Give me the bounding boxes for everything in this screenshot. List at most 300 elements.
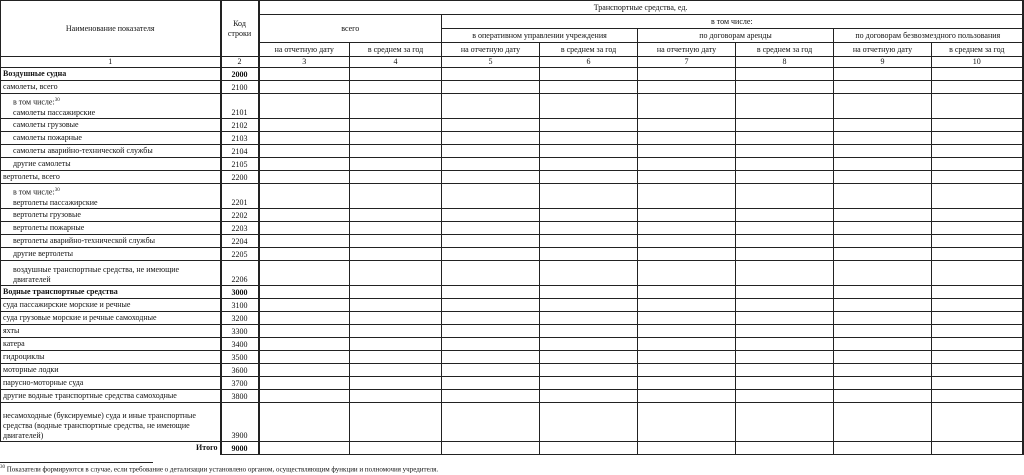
- value-cell[interactable]: [540, 184, 638, 209]
- value-cell[interactable]: [932, 286, 1023, 299]
- value-cell[interactable]: [442, 94, 540, 119]
- header-avg-year: в среднем за год: [540, 43, 638, 57]
- value-cell[interactable]: [442, 171, 540, 184]
- table-row: [1, 364, 1023, 377]
- value-cell[interactable]: [350, 209, 442, 222]
- row-code: 3700: [221, 377, 259, 390]
- table-row: [1, 94, 1023, 119]
- row-code: 2104: [221, 145, 259, 158]
- header-at-date: на отчетную дату: [259, 43, 350, 57]
- footnote: [0, 465, 438, 473]
- row-code: 2200: [221, 171, 259, 184]
- table-row: [1, 132, 1023, 145]
- value-cell[interactable]: [736, 442, 834, 455]
- value-cell[interactable]: [638, 209, 736, 222]
- value-cell[interactable]: [932, 81, 1023, 94]
- footnote-ref: 30: [54, 188, 60, 194]
- row-label: другие самолеты: [1, 158, 221, 171]
- value-cell[interactable]: [834, 442, 932, 455]
- value-cell[interactable]: [638, 68, 736, 81]
- table-row: [1, 351, 1023, 364]
- value-cell[interactable]: [259, 325, 350, 338]
- value-cell[interactable]: [350, 171, 442, 184]
- value-cell[interactable]: [442, 132, 540, 145]
- value-cell[interactable]: [638, 299, 736, 312]
- footnote-divider: [0, 462, 153, 463]
- row-label-line: двигателей: [13, 275, 51, 284]
- value-cell[interactable]: [736, 209, 834, 222]
- value-cell[interactable]: [259, 351, 350, 364]
- value-cell[interactable]: [259, 145, 350, 158]
- value-cell[interactable]: [932, 132, 1023, 145]
- value-cell[interactable]: [736, 68, 834, 81]
- value-cell[interactable]: [350, 235, 442, 248]
- value-cell[interactable]: [932, 390, 1023, 403]
- value-cell[interactable]: [932, 68, 1023, 81]
- value-cell[interactable]: [442, 119, 540, 132]
- col-number: 3: [259, 57, 350, 68]
- value-cell[interactable]: [736, 158, 834, 171]
- value-cell[interactable]: [442, 261, 540, 286]
- row-label: самолеты аварийно-технической службы: [1, 145, 221, 158]
- value-cell[interactable]: [259, 158, 350, 171]
- value-cell[interactable]: [834, 248, 932, 261]
- value-cell[interactable]: [834, 390, 932, 403]
- value-cell[interactable]: [638, 261, 736, 286]
- value-cell[interactable]: [442, 81, 540, 94]
- value-cell[interactable]: [350, 119, 442, 132]
- value-cell[interactable]: [350, 158, 442, 171]
- value-cell[interactable]: [259, 364, 350, 377]
- value-cell[interactable]: [350, 299, 442, 312]
- table-row: [1, 248, 1023, 261]
- value-cell[interactable]: [259, 184, 350, 209]
- value-cell[interactable]: [736, 184, 834, 209]
- value-cell[interactable]: [259, 338, 350, 351]
- table-row: [1, 299, 1023, 312]
- value-cell[interactable]: [932, 248, 1023, 261]
- value-cell[interactable]: [540, 81, 638, 94]
- value-cell[interactable]: [736, 403, 834, 442]
- value-cell[interactable]: [736, 261, 834, 286]
- value-cell[interactable]: [540, 248, 638, 261]
- table-row: [1, 390, 1023, 403]
- row-code: 2204: [221, 235, 259, 248]
- value-cell[interactable]: [350, 403, 442, 442]
- value-cell[interactable]: [259, 261, 350, 286]
- row-label: другие вертолеты: [1, 248, 221, 261]
- including-label: в том числе:: [13, 188, 55, 197]
- value-cell[interactable]: [350, 390, 442, 403]
- value-cell[interactable]: [442, 68, 540, 81]
- row-label: вертолеты грузовые: [1, 209, 221, 222]
- header-row-code: Код строки: [221, 1, 259, 57]
- value-cell[interactable]: [736, 286, 834, 299]
- value-cell[interactable]: [540, 145, 638, 158]
- value-cell[interactable]: [932, 325, 1023, 338]
- value-cell[interactable]: [736, 351, 834, 364]
- value-cell[interactable]: [932, 235, 1023, 248]
- value-cell[interactable]: [834, 222, 932, 235]
- header-lease: по договорам аренды: [638, 29, 834, 43]
- value-cell[interactable]: [540, 390, 638, 403]
- value-cell[interactable]: [736, 132, 834, 145]
- value-cell[interactable]: [736, 145, 834, 158]
- value-cell[interactable]: [834, 364, 932, 377]
- value-cell[interactable]: [350, 351, 442, 364]
- value-cell[interactable]: [932, 403, 1023, 442]
- row-label-line: несамоходные (буксируемые) суда и иные транспортные: [3, 411, 196, 420]
- col-number: 5: [442, 57, 540, 68]
- value-cell[interactable]: [834, 132, 932, 145]
- row-label: моторные лодки: [1, 364, 221, 377]
- value-cell[interactable]: [540, 158, 638, 171]
- value-cell[interactable]: [259, 119, 350, 132]
- table-row: [1, 377, 1023, 390]
- value-cell[interactable]: [834, 312, 932, 325]
- value-cell[interactable]: [638, 119, 736, 132]
- value-cell[interactable]: [932, 222, 1023, 235]
- value-cell[interactable]: [259, 286, 350, 299]
- value-cell[interactable]: [350, 325, 442, 338]
- value-cell[interactable]: [540, 119, 638, 132]
- value-cell[interactable]: [540, 299, 638, 312]
- value-cell[interactable]: [540, 132, 638, 145]
- row-label-text: самолеты пассажирские: [13, 108, 96, 117]
- header-at-date: на отчетную дату: [442, 43, 540, 57]
- row-label: самолеты, всего: [1, 81, 221, 94]
- value-cell[interactable]: [540, 261, 638, 286]
- value-cell[interactable]: [350, 312, 442, 325]
- value-cell[interactable]: [259, 68, 350, 81]
- value-cell[interactable]: [442, 235, 540, 248]
- footnote-mark: 30: [0, 465, 5, 470]
- value-cell[interactable]: [834, 338, 932, 351]
- row-code: 3300: [221, 325, 259, 338]
- value-cell[interactable]: [442, 390, 540, 403]
- value-cell[interactable]: [834, 81, 932, 94]
- value-cell[interactable]: [736, 377, 834, 390]
- row-label-line: двигателей): [3, 431, 44, 440]
- col-number: 1: [1, 57, 221, 68]
- value-cell[interactable]: [638, 184, 736, 209]
- value-cell[interactable]: [834, 209, 932, 222]
- footnote-ref: 30: [54, 98, 60, 104]
- value-cell[interactable]: [736, 119, 834, 132]
- row-code: 2000: [221, 68, 259, 81]
- row-code: 3000: [221, 286, 259, 299]
- value-cell[interactable]: [350, 184, 442, 209]
- table-row: [1, 171, 1023, 184]
- value-cell[interactable]: [350, 286, 442, 299]
- value-cell[interactable]: [932, 145, 1023, 158]
- row-code: 3100: [221, 299, 259, 312]
- value-cell[interactable]: [638, 325, 736, 338]
- value-cell[interactable]: [638, 235, 736, 248]
- table-row: [1, 261, 1023, 286]
- value-cell[interactable]: [736, 299, 834, 312]
- value-cell[interactable]: [259, 171, 350, 184]
- value-cell[interactable]: [834, 377, 932, 390]
- value-cell[interactable]: [540, 235, 638, 248]
- value-cell[interactable]: [350, 364, 442, 377]
- row-code: 3600: [221, 364, 259, 377]
- value-cell[interactable]: [442, 364, 540, 377]
- table-row: [1, 235, 1023, 248]
- row-label: вертолеты, всего: [1, 171, 221, 184]
- value-cell[interactable]: [834, 68, 932, 81]
- value-cell[interactable]: [932, 209, 1023, 222]
- value-cell[interactable]: [834, 403, 932, 442]
- row-label: [1, 403, 221, 442]
- row-label: вертолеты пожарные: [1, 222, 221, 235]
- value-cell[interactable]: [350, 442, 442, 455]
- value-cell[interactable]: [834, 184, 932, 209]
- value-cell[interactable]: [638, 403, 736, 442]
- value-cell[interactable]: [638, 171, 736, 184]
- value-cell[interactable]: [638, 442, 736, 455]
- value-cell[interactable]: [932, 94, 1023, 119]
- value-cell[interactable]: [834, 145, 932, 158]
- value-cell[interactable]: [638, 364, 736, 377]
- total-label: Итого: [1, 442, 221, 455]
- value-cell[interactable]: [834, 171, 932, 184]
- row-code: 3500: [221, 351, 259, 364]
- value-cell[interactable]: [540, 403, 638, 442]
- value-cell[interactable]: [442, 286, 540, 299]
- table-row: [1, 286, 1023, 299]
- table-row: [1, 119, 1023, 132]
- value-cell[interactable]: [638, 222, 736, 235]
- col-number: 6: [540, 57, 638, 68]
- value-cell[interactable]: [638, 145, 736, 158]
- value-cell[interactable]: [259, 248, 350, 261]
- footnote-text: Показатели формируются в случае, если требование о детализации установлено органом, осуществляющим функции и полномочия учредителя.: [6, 465, 439, 474]
- value-cell[interactable]: [932, 351, 1023, 364]
- value-cell[interactable]: [736, 312, 834, 325]
- value-cell[interactable]: [350, 94, 442, 119]
- value-cell[interactable]: [736, 390, 834, 403]
- value-cell[interactable]: [259, 81, 350, 94]
- value-cell[interactable]: [736, 222, 834, 235]
- row-label: Водные транспортные средства: [1, 286, 221, 299]
- value-cell[interactable]: [540, 209, 638, 222]
- row-label: суда грузовые морские и речные самоходные: [1, 312, 221, 325]
- value-cell[interactable]: [259, 377, 350, 390]
- value-cell[interactable]: [834, 94, 932, 119]
- value-cell[interactable]: [540, 171, 638, 184]
- value-cell[interactable]: [350, 261, 442, 286]
- value-cell[interactable]: [259, 222, 350, 235]
- value-cell[interactable]: [442, 222, 540, 235]
- value-cell[interactable]: [736, 94, 834, 119]
- value-cell[interactable]: [638, 94, 736, 119]
- table-row: [1, 338, 1023, 351]
- row-code: 3200: [221, 312, 259, 325]
- row-code: 2201: [221, 184, 259, 209]
- value-cell[interactable]: [540, 286, 638, 299]
- value-cell[interactable]: [540, 442, 638, 455]
- value-cell[interactable]: [834, 158, 932, 171]
- value-cell[interactable]: [350, 377, 442, 390]
- col-number: 7: [638, 57, 736, 68]
- row-code: 2202: [221, 209, 259, 222]
- value-cell[interactable]: [540, 351, 638, 364]
- value-cell[interactable]: [442, 184, 540, 209]
- value-cell[interactable]: [540, 377, 638, 390]
- row-label: самолеты пожарные: [1, 132, 221, 145]
- table-row: [1, 325, 1023, 338]
- row-code: 3400: [221, 338, 259, 351]
- row-label: [1, 184, 221, 209]
- value-cell[interactable]: [638, 377, 736, 390]
- value-cell[interactable]: [932, 299, 1023, 312]
- total-row: [1, 442, 1023, 455]
- value-cell[interactable]: [736, 338, 834, 351]
- value-cell[interactable]: [932, 158, 1023, 171]
- header-avg-year: в среднем за год: [932, 43, 1023, 57]
- value-cell[interactable]: [932, 442, 1023, 455]
- value-cell[interactable]: [638, 248, 736, 261]
- value-cell[interactable]: [638, 351, 736, 364]
- value-cell[interactable]: [540, 68, 638, 81]
- header-indicator-name: Наименование показателя: [1, 1, 221, 57]
- value-cell[interactable]: [540, 94, 638, 119]
- value-cell[interactable]: [442, 158, 540, 171]
- row-code: 3800: [221, 390, 259, 403]
- value-cell[interactable]: [350, 338, 442, 351]
- row-label: суда пассажирские морские и речные: [1, 299, 221, 312]
- value-cell[interactable]: [540, 338, 638, 351]
- header-avg-year: в среднем за год: [736, 43, 834, 57]
- value-cell[interactable]: [736, 171, 834, 184]
- value-cell[interactable]: [350, 222, 442, 235]
- value-cell[interactable]: [736, 235, 834, 248]
- value-cell[interactable]: [259, 209, 350, 222]
- header-avg-year: в среднем за год: [350, 43, 442, 57]
- value-cell[interactable]: [350, 248, 442, 261]
- value-cell[interactable]: [259, 299, 350, 312]
- col-number: 2: [221, 57, 259, 68]
- value-cell[interactable]: [932, 338, 1023, 351]
- col-number: 4: [350, 57, 442, 68]
- row-code: 2101: [221, 94, 259, 119]
- value-cell[interactable]: [259, 403, 350, 442]
- row-code: 2102: [221, 119, 259, 132]
- value-cell[interactable]: [259, 235, 350, 248]
- value-cell[interactable]: [259, 94, 350, 119]
- value-cell[interactable]: [350, 145, 442, 158]
- row-label: самолеты грузовые: [1, 119, 221, 132]
- value-cell[interactable]: [442, 377, 540, 390]
- header-at-date: на отчетную дату: [834, 43, 932, 57]
- value-cell[interactable]: [932, 119, 1023, 132]
- value-cell[interactable]: [736, 81, 834, 94]
- value-cell[interactable]: [442, 338, 540, 351]
- value-cell[interactable]: [932, 171, 1023, 184]
- value-cell[interactable]: [350, 132, 442, 145]
- value-cell[interactable]: [442, 403, 540, 442]
- header-operational-mgmt: в оперативном управлении учреждения: [442, 29, 638, 43]
- value-cell[interactable]: [540, 222, 638, 235]
- value-cell[interactable]: [932, 364, 1023, 377]
- table-row: [1, 209, 1023, 222]
- value-cell[interactable]: [259, 312, 350, 325]
- header-including: в том числе:: [442, 15, 1023, 29]
- value-cell[interactable]: [638, 286, 736, 299]
- value-cell[interactable]: [736, 248, 834, 261]
- value-cell[interactable]: [442, 299, 540, 312]
- value-cell[interactable]: [638, 158, 736, 171]
- value-cell[interactable]: [834, 299, 932, 312]
- value-cell[interactable]: [442, 145, 540, 158]
- value-cell[interactable]: [259, 132, 350, 145]
- value-cell[interactable]: [932, 184, 1023, 209]
- value-cell[interactable]: [259, 390, 350, 403]
- value-cell[interactable]: [442, 351, 540, 364]
- value-cell[interactable]: [540, 364, 638, 377]
- row-code: 2105: [221, 158, 259, 171]
- value-cell[interactable]: [442, 325, 540, 338]
- table-row: [1, 222, 1023, 235]
- value-cell[interactable]: [638, 338, 736, 351]
- value-cell[interactable]: [540, 312, 638, 325]
- row-code: 3900: [221, 403, 259, 442]
- header-at-date: на отчетную дату: [638, 43, 736, 57]
- row-label: парусно-моторные суда: [1, 377, 221, 390]
- row-code: 2103: [221, 132, 259, 145]
- header-transport-group: Транспортные средства, ед.: [259, 1, 1023, 15]
- value-cell[interactable]: [540, 325, 638, 338]
- value-cell[interactable]: [932, 261, 1023, 286]
- value-cell[interactable]: [442, 209, 540, 222]
- value-cell[interactable]: [638, 132, 736, 145]
- value-cell[interactable]: [834, 261, 932, 286]
- table-row: [1, 68, 1023, 81]
- value-cell[interactable]: [736, 325, 834, 338]
- value-cell[interactable]: [932, 377, 1023, 390]
- row-label: яхты: [1, 325, 221, 338]
- value-cell[interactable]: [834, 235, 932, 248]
- value-cell[interactable]: [638, 312, 736, 325]
- value-cell[interactable]: [638, 390, 736, 403]
- value-cell[interactable]: [259, 442, 350, 455]
- value-cell[interactable]: [350, 81, 442, 94]
- value-cell[interactable]: [442, 442, 540, 455]
- value-cell[interactable]: [442, 312, 540, 325]
- table-row: [1, 158, 1023, 171]
- table-row: [1, 145, 1023, 158]
- value-cell[interactable]: [834, 119, 932, 132]
- row-code: 2206: [221, 261, 259, 286]
- value-cell[interactable]: [834, 351, 932, 364]
- value-cell[interactable]: [442, 248, 540, 261]
- value-cell[interactable]: [350, 68, 442, 81]
- row-label: гидроциклы: [1, 351, 221, 364]
- value-cell[interactable]: [834, 325, 932, 338]
- col-number: 8: [736, 57, 834, 68]
- header-free-use: по договорам безвозмездного пользования: [834, 29, 1023, 43]
- row-label: катера: [1, 338, 221, 351]
- value-cell[interactable]: [638, 81, 736, 94]
- row-label-text: вертолеты пассажирские: [13, 198, 98, 207]
- value-cell[interactable]: [932, 312, 1023, 325]
- row-label: другие водные транспортные средства самоходные: [1, 390, 221, 403]
- row-code: 2203: [221, 222, 259, 235]
- row-label: вертолеты аварийно-технической службы: [1, 235, 221, 248]
- value-cell[interactable]: [736, 364, 834, 377]
- value-cell[interactable]: [834, 286, 932, 299]
